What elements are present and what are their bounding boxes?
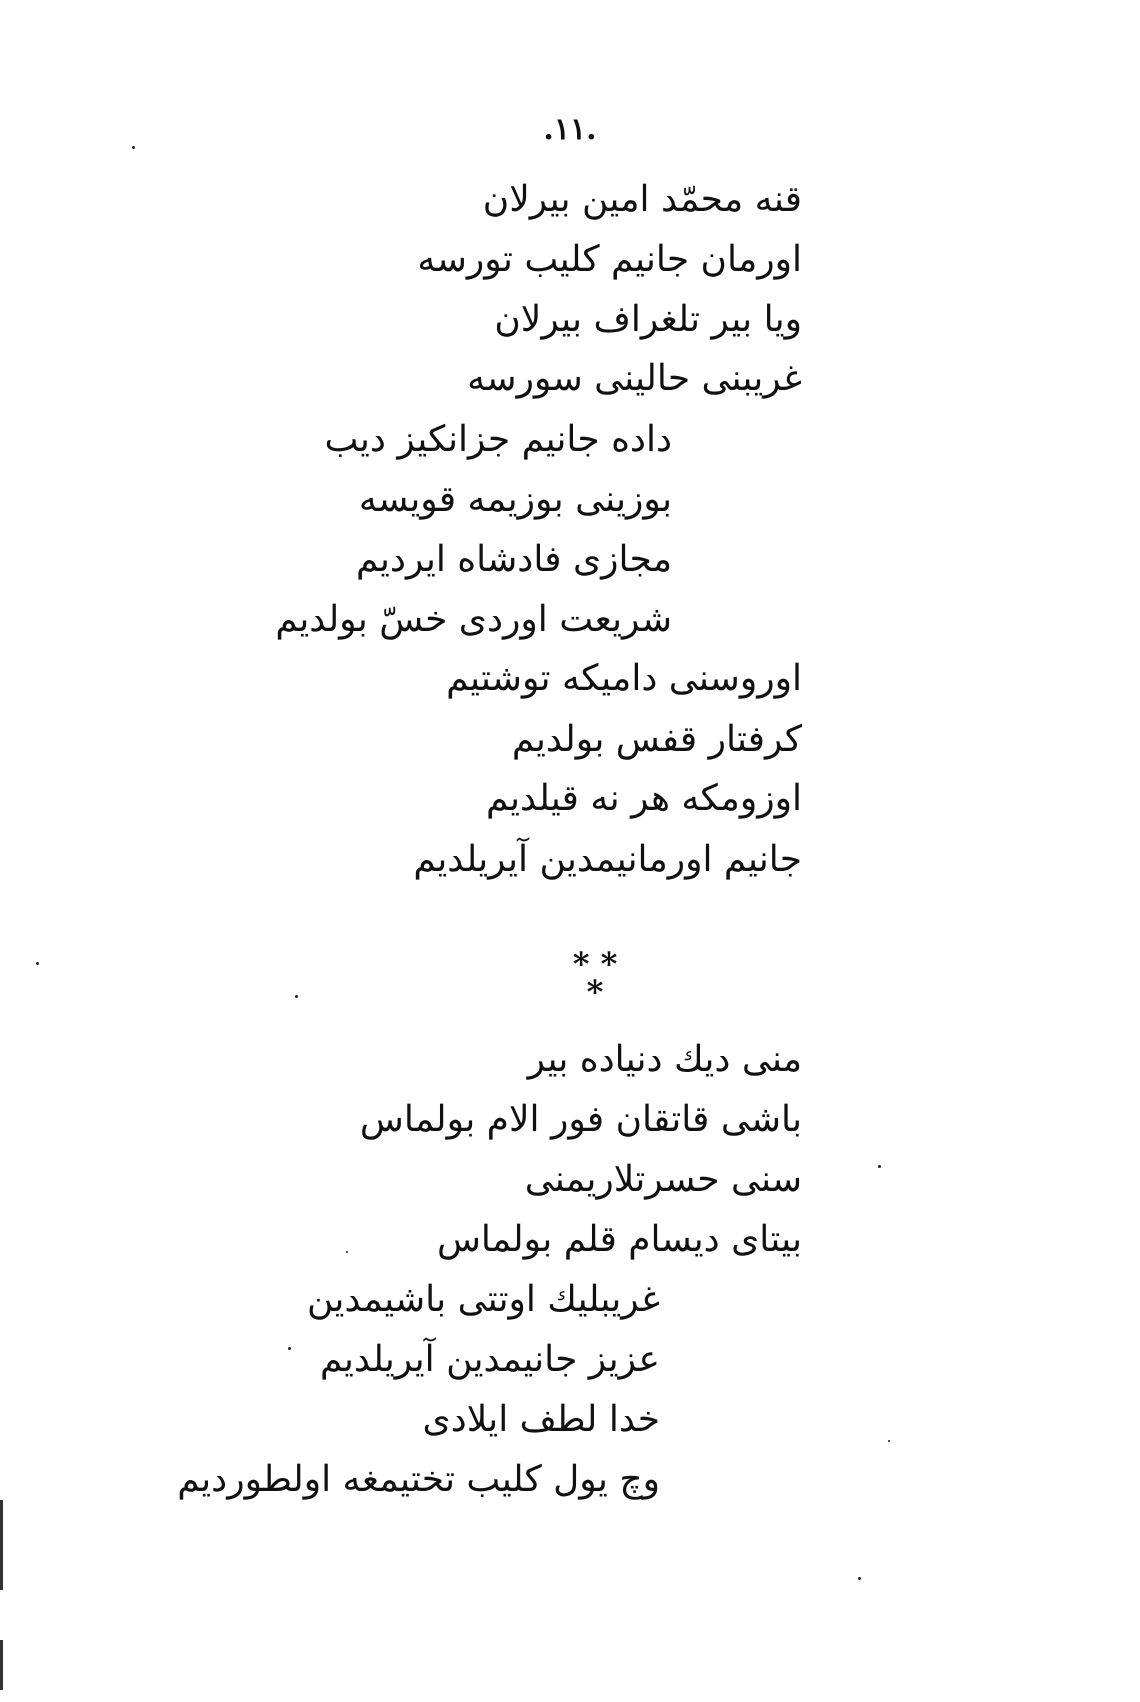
verse-line: غریبنی حالینی سورسه — [467, 358, 802, 399]
scan-speck — [346, 1251, 348, 1253]
verse-line: بوزینی بوزیمه قویسه — [358, 479, 672, 520]
asterism: * * — [572, 945, 618, 983]
verse-line: داده جانیم جزانکیز دیب — [324, 419, 672, 460]
scan-speck — [888, 1440, 890, 1442]
page-edge-mark — [0, 1500, 3, 1590]
verse-line: غریبلیك اوتتی باشیمدین — [306, 1279, 660, 1320]
scan-speck — [295, 995, 298, 998]
verse-line: شریعت اوردی خسّ بولدیم — [275, 599, 672, 640]
asterism-bottom: * — [586, 973, 604, 1011]
verse-line: عزیز جانیمدین آیریلدیم — [319, 1339, 660, 1380]
verse-line: بیتای دیسام قلم بولماس — [436, 1219, 802, 1260]
verse-line: منی دیك دنیاده بیر — [527, 1039, 802, 1080]
page-number: .١١. — [543, 112, 597, 147]
verse-line: اورمان جانیم کلیب تورسه — [417, 239, 802, 280]
verse-line: اوزومکه هر نه قیلدیم — [486, 778, 802, 819]
verse-line: مجازی فادشاه ایردیم — [355, 539, 672, 580]
scan-speck — [288, 1347, 291, 1350]
verse-line: خدا لطف ایلادی — [422, 1399, 660, 1440]
scan-speck — [858, 1577, 861, 1580]
scan-speck — [132, 146, 135, 149]
stanza-separator — [560, 945, 630, 1011]
verse-line: اوروسنی دامیکه توشتیم — [446, 658, 802, 699]
verse-line: ویا بیر تلغراف بیرلان — [494, 299, 802, 340]
verse-line: سنی حسرتلاریمنی — [524, 1159, 802, 1200]
verse-line: کرفتار قفس بولدیم — [511, 719, 802, 760]
scan-speck — [36, 962, 39, 965]
verse-line: قنه محمّد امین بیرلان — [482, 179, 802, 220]
verse-line: باشی قاتقان فور الام بولماس — [359, 1099, 802, 1140]
page-edge-mark — [0, 1640, 3, 1690]
verse-line: وچ یول کلیب تختیمغه اولطوردیم — [177, 1459, 660, 1500]
scan-speck — [878, 1165, 881, 1168]
verse-line: جانیم اورمانیمدین آیریلدیم — [413, 839, 802, 880]
